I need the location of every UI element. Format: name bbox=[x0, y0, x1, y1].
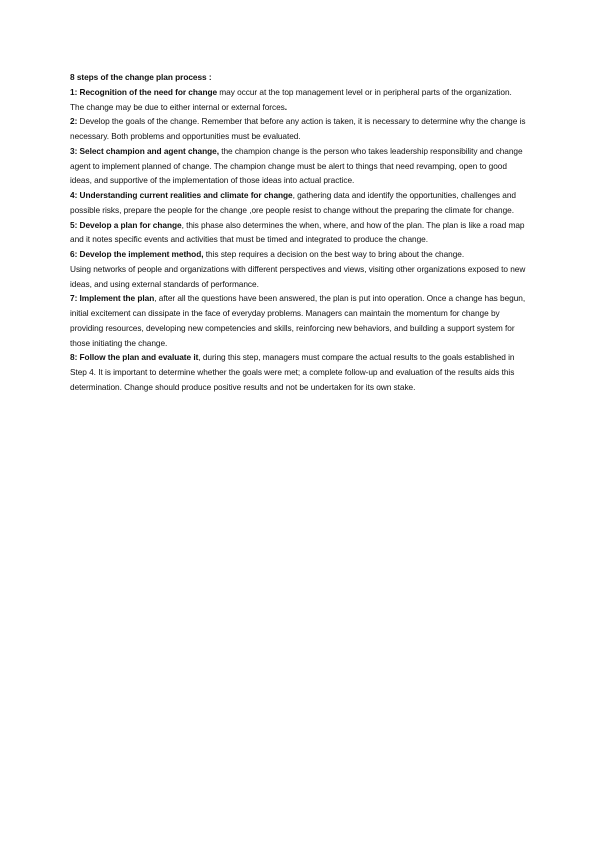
step-1-title: 1: Recognition of the need for change bbox=[70, 86, 218, 97]
step-5-text: , this phase also determines the when, where, and how of the plan. The plan is like a road map and it notes specific events and activities that must be timed and integrated to produce the change. bbox=[70, 219, 525, 245]
step-8-title: 8: Follow the plan and evaluate it bbox=[70, 352, 199, 363]
step-6-detail-text: Using networks of people and organizations with different perspectives and views, visiting other organizations exposed to new ideas, and using external standards of performance. bbox=[70, 263, 526, 289]
step-5-paragraph bbox=[70, 218, 528, 248]
step-3-text: the champion change is the person who takes leadership responsibility and change agent to implement planned of change. The champion change must be alert to things that need revamping, open to good ideas, and supportive of the implementation of those ideas into actual practice. bbox=[70, 145, 523, 186]
step-1-text: may occur at the top management level or in peripheral parts of the organization. The change may be due to either internal or external forces bbox=[70, 86, 512, 112]
step-8-paragraph bbox=[70, 350, 528, 394]
step-4-title: 4: Understanding current realities and climate for change bbox=[70, 190, 293, 200]
step-3-paragraph bbox=[70, 144, 528, 188]
step-2-paragraph bbox=[70, 114, 528, 144]
step-2-text: Develop the goals of the change. Remember that before any action is taken, it is necessary to determine why the change is necessary. Both problems and opportunities must be evaluated. bbox=[70, 116, 526, 141]
document-heading: 8 steps of the change plan process : bbox=[70, 72, 212, 82]
step-6-paragraph bbox=[70, 247, 528, 262]
step-2-title: 2: bbox=[70, 116, 78, 127]
step-1-paragraph bbox=[70, 85, 528, 115]
document-page bbox=[70, 70, 528, 395]
step-5-title: 5: Develop a plan for change bbox=[70, 219, 182, 230]
step-6-detail-paragraph bbox=[70, 262, 528, 292]
step-4-text: , gathering data and identify the opportunities, challenges and possible risks, prepare the people for the change ,ore people resist to change without the preparing the climate for change. bbox=[70, 190, 516, 215]
step-4-paragraph bbox=[70, 188, 528, 218]
step-6-text: this step requires a decision on the best way to bring about the change. bbox=[203, 249, 465, 259]
step-8-text: , during this step, managers must compare the actual results to the goals established in Step 4. It is important to determine whether the goals were met; a complete follow-up and evaluation of the results aids this determination. Change should produce positive results and not be undertaken for its own stake. bbox=[70, 352, 515, 392]
step-7-text: , after all the questions have been answered, the plan is put into operation. Once a change has begun, initial excitement can dissipate in the face of everyday problems. Managers can maintain the momentum for change by providing resources, developing new competencies and skills, reinforcing new behaviors, and building a support system for those initiating the change. bbox=[70, 293, 526, 348]
step-6-title: 6: Develop the implement method, bbox=[70, 249, 204, 259]
step-7-paragraph bbox=[70, 291, 528, 350]
step-3-title: 3: Select champion and agent change, bbox=[70, 145, 219, 156]
step-7-title: 7: Implement the plan bbox=[70, 293, 155, 304]
step-1-tail: . bbox=[284, 101, 288, 112]
